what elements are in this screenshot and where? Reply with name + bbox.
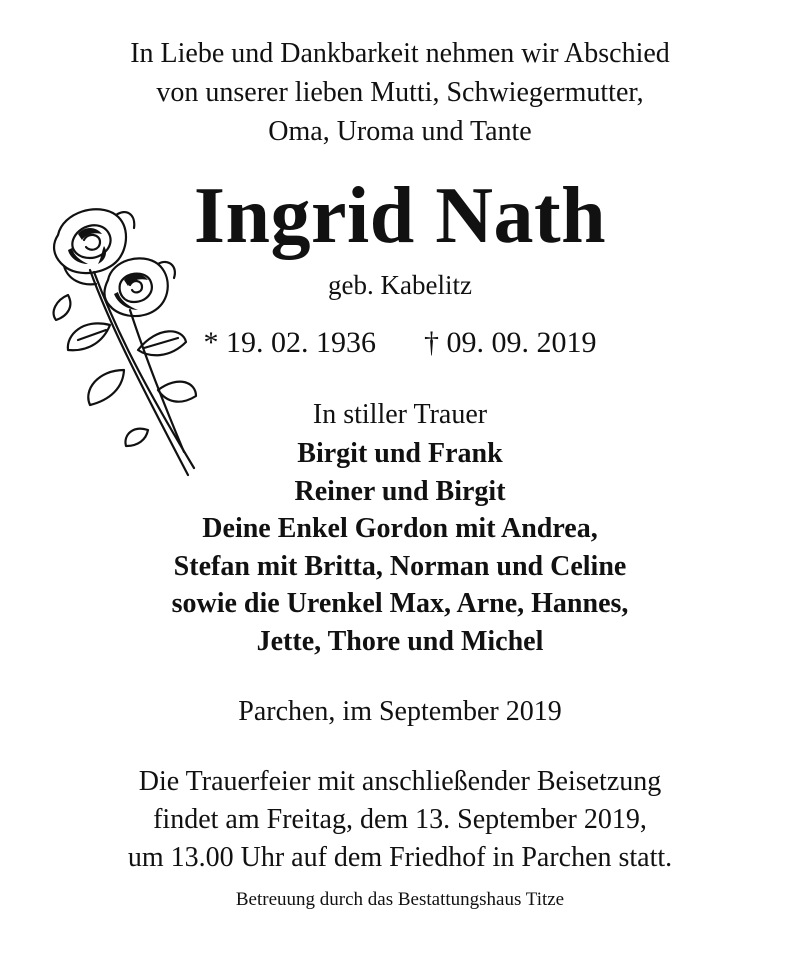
birth-name: geb. Kabelitz [328, 270, 472, 300]
ceremony-line: Die Trauerfeier mit anschließender Beisetzung [138, 766, 662, 797]
place-date: Parchen, im September 2019 [238, 696, 562, 727]
undertaker-credit: Betreuung durch das Bestattungshaus Titze [235, 889, 565, 910]
family-line: Jette, Thore und Michel [256, 625, 544, 657]
ceremony-info [0, 763, 800, 877]
birth-date: * 19. 02. 1936 [203, 326, 376, 359]
family-list [0, 435, 800, 660]
ceremony-line: findet am Freitag, dem 13. September 2019, [153, 804, 647, 835]
mourning-heading: In stiller Trauer [312, 399, 488, 430]
family-line: Birgit und Frank [297, 438, 503, 469]
ceremony-line: um 13.00 Uhr auf dem Friedhof in Parchen statt. [127, 842, 673, 873]
family-line: Deine Enkel Gordon mit Andrea, [202, 513, 598, 544]
family-line: sowie die Urenkel Max, Arne, Hannes, [171, 588, 629, 619]
family-line: Stefan mit Britta, Norman und Celine [173, 550, 627, 582]
intro-line: In Liebe und Dankbarkeit nehmen wir Abschied [130, 38, 670, 69]
life-dates [0, 324, 800, 362]
deceased-name: Ingrid Nath [193, 172, 607, 260]
death-date: † 09. 09. 2019 [424, 326, 597, 359]
family-line: Reiner und Birgit [294, 475, 506, 507]
intro-line: von unserer lieben Mutti, Schwiegermutter, [156, 77, 644, 108]
intro-text [0, 34, 800, 151]
intro-line: Oma, Uroma und Tante [268, 116, 532, 147]
